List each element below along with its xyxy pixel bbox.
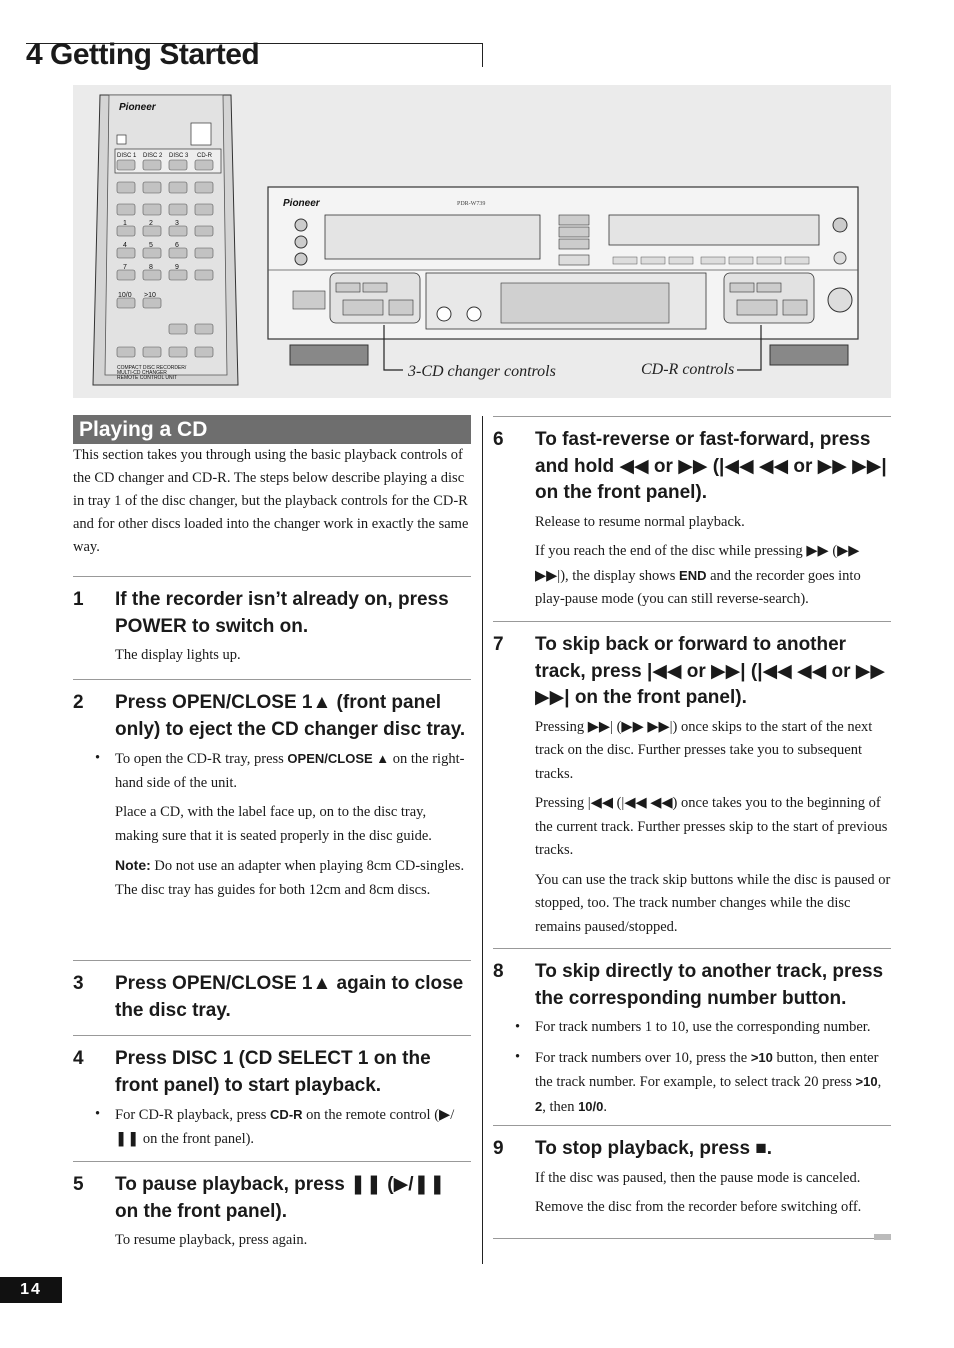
remote-caption-2: MULTI-CD CHANGER — [117, 370, 167, 376]
remote-num-9: 9 — [175, 264, 179, 271]
step-3 — [73, 960, 471, 1024]
step-title: To stop playback, press ■. — [535, 1138, 773, 1159]
bullet-item: • To open the CD-R tray, press OPEN/CLOSE ▲ on the right-hand side of the unit. — [95, 750, 465, 791]
step-paragraph: Place a CD, with the label face up, on to the disc tray, making sure that it is seated properly in the disc guide. — [115, 804, 432, 844]
step-title: Press OPEN/CLOSE 1▲ (front panel only) to eject the CD changer disc tray. — [115, 692, 466, 740]
remote-num-5: 5 — [149, 242, 153, 249]
chapter-title: 4 Getting Started — [26, 38, 260, 71]
step-rule — [73, 1035, 471, 1036]
step-7 — [493, 621, 891, 945]
remote-brand: Pioneer — [119, 102, 156, 113]
step-9 — [493, 1125, 891, 1226]
step-title: To pause playback, press ❚❚ (▶/❚❚ on the front panel). — [115, 1174, 446, 1222]
remote-num-3: 3 — [175, 220, 179, 227]
step-rule — [493, 948, 891, 949]
step-paragraph: If you reach the end of the disc while pressing ▶▶ (▶▶ ▶▶|), the display shows END and the recorder goes into play-pause mode (you can still reverse-search). — [535, 543, 861, 607]
step-4 — [73, 1035, 471, 1157]
remote-btn-disc1: DISC 1 — [117, 153, 137, 159]
step-title: To skip directly to another track, press the corresponding number button. — [535, 961, 884, 1009]
step-1 — [73, 576, 471, 674]
step-rule — [493, 416, 891, 417]
remote-num-6: 6 — [175, 242, 179, 249]
remote-and-unit-drawing — [73, 85, 891, 398]
bullet-item: • For track numbers 1 to 10, use the corresponding number. — [515, 1019, 871, 1035]
step-number: 6 — [493, 429, 504, 450]
label-cdr-controls: CD-R controls — [641, 361, 735, 378]
step-paragraph: Remove the disc from the recorder before switching off. — [535, 1199, 862, 1215]
remote-num-10: 10/0 — [118, 292, 132, 299]
remote-btn-cdr: CD-R — [197, 153, 212, 159]
step-title: Press OPEN/CLOSE 1▲ again to close the disc tray. — [115, 973, 464, 1021]
unit-brand: Pioneer — [283, 198, 320, 209]
step-rule — [73, 1161, 471, 1162]
step-number: 4 — [73, 1048, 84, 1069]
step-title: If the recorder isn’t already on, press POWER to switch on. — [115, 589, 449, 637]
step-paragraph: Pressing |◀◀ (|◀◀ ◀◀) once takes you to the beginning of the current track. Further presses skip to the start of previous tracks. — [535, 795, 888, 858]
step-paragraph: If the disc was paused, then the pause mode is canceled. — [535, 1169, 861, 1186]
remote-caption-1: COMPACT DISC RECORDER/ — [117, 365, 187, 371]
remote-caption-3: REMOTE CONTROL UNIT — [117, 375, 178, 381]
bullet-item: • For CD-R playback, press CD-R on the remote control (▶/❚❚ on the front panel). — [95, 1106, 455, 1147]
step-rule — [73, 679, 471, 680]
step-body: To resume playback, press again. — [115, 1232, 308, 1248]
recorder-unit — [268, 187, 858, 370]
end-rule — [493, 1238, 891, 1239]
intro-paragraph: This section takes you through using the basic playback controls of the CD changer and CD-R. The steps below describe playing a disc in tray 1 of the disc changer, but the playback controls for the CD-R and for other discs loaded into the changer work in exactly the same way. — [73, 447, 469, 555]
remote-btn-disc3: DISC 3 — [169, 153, 189, 159]
step-2 — [73, 679, 471, 908]
remote-num-2: 2 — [149, 220, 153, 227]
unit-model: PDR-W739 — [457, 201, 486, 207]
step-rule — [493, 621, 891, 622]
remote-num-4: 4 — [123, 242, 127, 249]
device-illustration — [73, 85, 891, 398]
step-8 — [493, 948, 891, 1125]
column-divider — [482, 416, 483, 1264]
step-paragraph: Pressing ▶▶| (▶▶ ▶▶|) once skips to the start of the next track on the disc. Further presses take you to subsequent tracks. — [535, 718, 873, 782]
step-title: To skip back or forward to another track, press |◀◀ or ▶▶| (|◀◀ ◀◀ or ▶▶ ▶▶| on the front panel). — [535, 634, 886, 708]
step-number: 2 — [73, 692, 84, 713]
step-rule — [73, 960, 471, 961]
step-number: 8 — [493, 961, 504, 982]
remote-control — [93, 95, 238, 385]
step-title: Press DISC 1 (CD SELECT 1 on the front panel) to start playback. — [115, 1048, 431, 1096]
step-6 — [493, 416, 891, 618]
step-number: 3 — [73, 973, 84, 994]
step-paragraph: Release to resume normal playback. — [535, 513, 745, 530]
section-heading: Playing a CD — [73, 415, 471, 444]
remote-num-1: 1 — [123, 220, 127, 227]
remote-btn-disc2: DISC 2 — [143, 153, 163, 159]
step-number: 1 — [73, 589, 84, 610]
title-rule-end — [482, 43, 483, 67]
step-body: The display lights up. — [115, 647, 241, 663]
step-rule — [73, 576, 471, 577]
step-5 — [73, 1161, 471, 1259]
page-number: 14 — [0, 1277, 62, 1303]
bullet-item: • For track numbers over 10, press the >10 button, then enter the track number. For example, to select track 20 press >10, 2, then 10/0. — [515, 1048, 882, 1115]
remote-num-7: 7 — [123, 264, 127, 271]
remote-num-over10: >10 — [144, 292, 156, 299]
step-rule — [493, 1125, 891, 1126]
step-number: 5 — [73, 1174, 84, 1195]
step-number: 7 — [493, 634, 504, 655]
label-changer-controls: 3-CD changer controls — [408, 363, 556, 380]
end-marker — [874, 1234, 891, 1240]
step-title: To fast-reverse or fast-forward, press and hold ◀◀ or ▶▶ (|◀◀ ◀◀ or ▶▶ ▶▶| on the front panel). — [535, 429, 887, 503]
step-paragraph: You can use the track skip buttons while the disc is paused or stopped, too. The track number changes while the disc remains paused/stopped. — [535, 871, 891, 935]
remote-num-8: 8 — [149, 264, 153, 271]
step-note: Note: Do not use an adapter when playing 8cm CD-singles. The disc tray has guides for both 12cm and 8cm discs. — [115, 857, 465, 898]
step-number: 9 — [493, 1138, 504, 1159]
